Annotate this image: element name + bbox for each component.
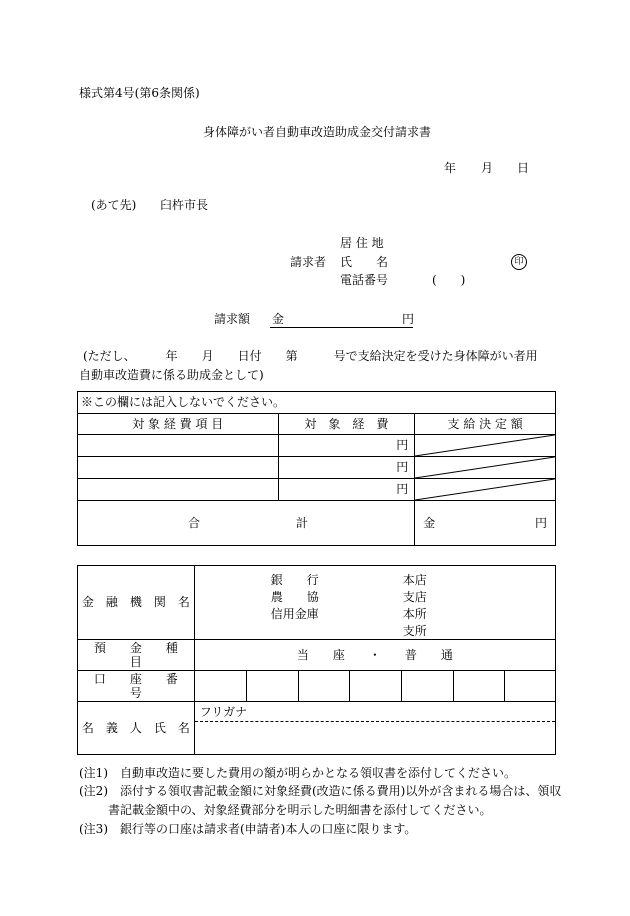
holder-name-cell[interactable] bbox=[194, 702, 555, 755]
total-prefix: 金 bbox=[423, 516, 436, 530]
address-label: 居 住 地 bbox=[340, 236, 384, 250]
expense-item-cell[interactable] bbox=[78, 479, 279, 501]
addressee: 臼杵市長 bbox=[160, 198, 209, 212]
furigana-divider bbox=[195, 721, 555, 722]
form-number: 様式第4号(第6条関係) bbox=[79, 86, 200, 100]
bank-table bbox=[77, 565, 556, 755]
name-label: 氏 名 bbox=[340, 255, 389, 269]
deposit-options[interactable]: 当 座 ・ 普 通 bbox=[194, 640, 555, 671]
branch-type: 本店 bbox=[402, 573, 427, 587]
footnote-3-text: 銀行等の口座は請求者(申請者)本人の口座に限ります。 bbox=[120, 822, 417, 836]
seal-mark: 印 bbox=[511, 254, 527, 270]
branch-type: 支所 bbox=[402, 624, 427, 638]
footnote-2-mark: (注2) bbox=[79, 784, 108, 798]
bank-label: 金 融 機 関 名 bbox=[78, 566, 195, 640]
approved-amount-cell bbox=[415, 457, 556, 479]
total-label-cell bbox=[78, 501, 415, 546]
account-digit[interactable] bbox=[246, 671, 298, 702]
account-digit[interactable] bbox=[194, 671, 246, 702]
amount-prefix: 金 bbox=[272, 312, 285, 326]
account-number-row bbox=[78, 671, 556, 702]
amount-underline bbox=[270, 327, 413, 328]
amount-label: 請求額 bbox=[214, 312, 251, 326]
applicant-label: 請求者 bbox=[290, 255, 327, 269]
table-row bbox=[78, 435, 556, 457]
furigana-label: フリガナ bbox=[199, 705, 248, 719]
total-label-2: 計 bbox=[296, 516, 309, 530]
account-digit[interactable] bbox=[454, 671, 505, 702]
table-row bbox=[78, 479, 556, 501]
header-expense-item: 対 象 経 費 項 目 bbox=[78, 414, 279, 435]
account-digit[interactable] bbox=[402, 671, 454, 702]
footnote-2-text: 添付する領収書記載金額に対象経費(改造に係る費用)以外が含まれる場合は、領収 bbox=[120, 784, 562, 798]
amount-unit: 円 bbox=[402, 312, 415, 326]
approved-amount-cell bbox=[415, 479, 556, 501]
bank-name-cell[interactable] bbox=[194, 566, 555, 640]
branch-type: 本所 bbox=[402, 607, 427, 621]
deposit-label: 預 金 種 目 bbox=[78, 640, 195, 671]
table-row bbox=[78, 457, 556, 479]
expense-item-cell[interactable] bbox=[78, 435, 279, 457]
date-day-label: 日 bbox=[517, 161, 530, 175]
branch-type-list bbox=[403, 572, 427, 640]
expense-amount-cell[interactable]: 円 bbox=[278, 479, 415, 501]
total-row bbox=[78, 501, 556, 546]
footnote-2-continued: 書記載金額中の、対象経費部分を明示した明細書を添付してください。 bbox=[108, 803, 492, 817]
footnote-1-text: 自動車改造に要した費用の額が明らかとなる領収書を添付してください。 bbox=[120, 766, 517, 780]
approved-amount-cell bbox=[415, 435, 556, 457]
total-amount-cell bbox=[415, 501, 556, 546]
expense-amount-cell[interactable]: 円 bbox=[278, 435, 415, 457]
footnote-1-mark: (注1) bbox=[79, 766, 108, 780]
account-digit[interactable] bbox=[298, 671, 350, 702]
notice-cell: ※この欄には記入しないでください。 bbox=[78, 392, 556, 414]
phone-paren: ( ) bbox=[432, 273, 466, 287]
date-month-label: 月 bbox=[481, 161, 494, 175]
expense-item-cell[interactable] bbox=[78, 457, 279, 479]
note-line-1: (ただし、 年 月 日付 第 号で支給決定を受けた身体障がい者用 bbox=[83, 349, 538, 363]
date-year-label: 年 bbox=[444, 161, 457, 175]
footnote-3-mark: (注3) bbox=[79, 822, 108, 836]
header-approved-amount: 支 給 決 定 額 bbox=[415, 414, 556, 435]
bank-type: 農 協 bbox=[270, 590, 319, 604]
note-line-2: 自動車改造費に係る助成金として) bbox=[79, 368, 264, 382]
total-unit: 円 bbox=[534, 516, 547, 530]
addressee-prefix: (あて先) bbox=[91, 198, 137, 212]
bank-type: 銀 行 bbox=[270, 573, 319, 587]
header-expense-amount: 対 象 経 費 bbox=[278, 414, 415, 435]
account-digit[interactable] bbox=[505, 671, 556, 702]
phone-label: 電話番号 bbox=[340, 273, 389, 287]
bank-type-list bbox=[271, 572, 319, 623]
account-digit[interactable] bbox=[350, 671, 402, 702]
account-label: 口 座 番 号 bbox=[78, 671, 195, 702]
expense-amount-cell[interactable]: 円 bbox=[278, 457, 415, 479]
expense-table bbox=[77, 391, 556, 546]
bank-type: 信用金庫 bbox=[270, 607, 319, 621]
total-label-1: 合 bbox=[188, 516, 201, 530]
holder-label: 名 義 人 氏 名 bbox=[78, 702, 195, 755]
branch-type: 支店 bbox=[402, 590, 427, 604]
page-title: 身体障がい者自動車改造助成金交付請求書 bbox=[203, 125, 432, 139]
